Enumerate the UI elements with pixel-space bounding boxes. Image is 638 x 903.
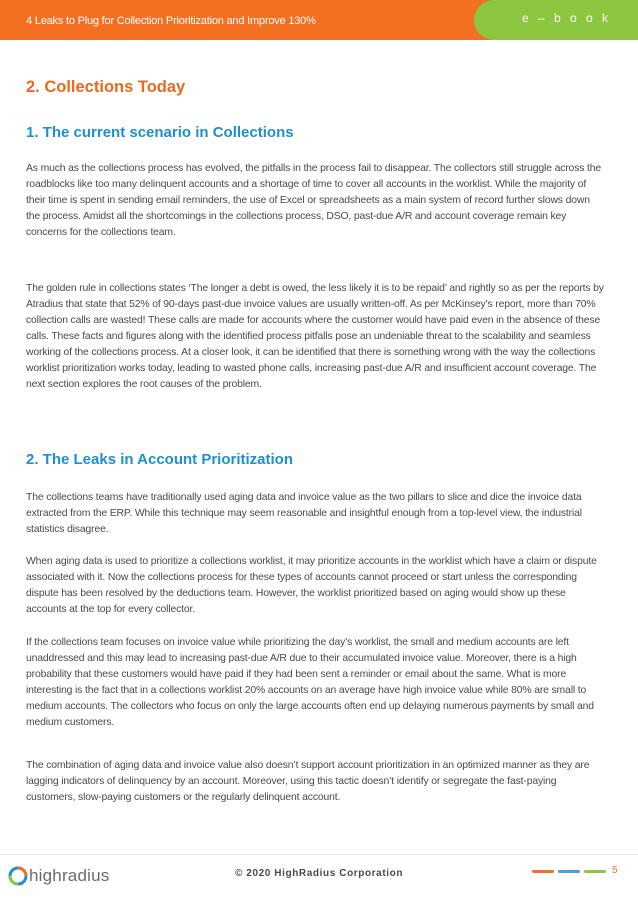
paragraph: If the collections team focuses on invoice value while prioritizing the day’s worklist, the small and medium accounts are left unaddressed and this may lead to increasing past-due A/R due to their accumulated invoice value. Moreover, there is a high probability that these customers would have paid if they had been sent a reminder or email about the same. What is more interesting is the fact that in a collections worklist 20% accounts on an average have high invoice value while 80% are small to medium accounts. The collectors who focus on only the large accounts often end up delaying numerous payments by small and medium customers. bbox=[26, 637, 594, 728]
paragraph: The combination of aging data and invoice value also doesn’t support account prioritization in an optimized manner as they are lagging indicators of delinquency by an account. Moreover, using this tactic doesn’t identify or segregate the fast-paying customers, slow-paying customers or the regularly delinquent account. bbox=[26, 760, 590, 803]
copyright: © 2020 HighRadius Corporation bbox=[234, 868, 404, 879]
subsection-title-current-scenario: 1. The current scenario in Collections bbox=[26, 124, 294, 141]
paragraph: As much as the collections process has evolved, the pitfalls in the process fail to disappear. The collectors still struggle across the roadblocks like too many delinquent accounts and a shortage of time to cover all accounts in the worklist. While the majority of their time is spent in sending email reminders, the use of Excel or spreadsheets as a main system of record further slows down the process. Amidst all the shortcomings in the collections process, DSO, past-due A/R and account coverage remain key concerns for the collections team. bbox=[26, 163, 602, 238]
paragraph: The golden rule in collections states ‘The longer a debt is owed, the less likely it is to be repaid’ and rightly so as per the reports by Atradius that state that 52% of 90-days past-due invoice values are usually written-off. As per McKinsey’s report, more than 70% collection calls are wasted! These calls are made for accounts where the customer would have paid even in the absence of these calls. These facts and figures along with the identified process pitfalls pose an undeniable threat to the scalability and seamless working of the collections process. At a closer look, it can be identified that there is something wrong with the way the collections worklist prioritization works today, leading to wasted phone calls, increasing past-due A/R and insufficient account coverage. The next section explores the root causes of the problem. bbox=[26, 283, 604, 390]
document-title: 4 Leaks to Plug for Collection Prioritization and Improve 130% bbox=[26, 15, 316, 27]
footer-divider bbox=[0, 854, 638, 855]
section-title: 2. Collections Today bbox=[26, 78, 186, 96]
page-number: 5 bbox=[612, 865, 618, 876]
footer-dash-green bbox=[584, 870, 606, 873]
paragraph: The collections teams have traditionally used aging data and invoice value as the two pillars to slice and dice the invoice data extracted from the ERP. While this technique may seem reasonable and insightful enough from a top-level view, the industrial statistics disagree. bbox=[26, 492, 582, 535]
ebook-label: e – b o o k bbox=[522, 11, 612, 25]
paragraph: When aging data is used to prioritize a collections worklist, it may prioritize accounts in the worklist which have a claim or dispute associated with it. Now the collections process for these types of accounts cannot proceed or start unless the corresponding dispute has been resolved by the deductions team. However, the worklist prioritized based on aging would show up these accounts at the top for every collector. bbox=[26, 556, 597, 615]
subsection-title-leaks: 2. The Leaks in Account Prioritization bbox=[26, 451, 293, 468]
footer-dash-blue bbox=[558, 870, 580, 873]
footer-dash-orange bbox=[532, 870, 554, 873]
logo-wordmark: highradius bbox=[29, 866, 110, 885]
